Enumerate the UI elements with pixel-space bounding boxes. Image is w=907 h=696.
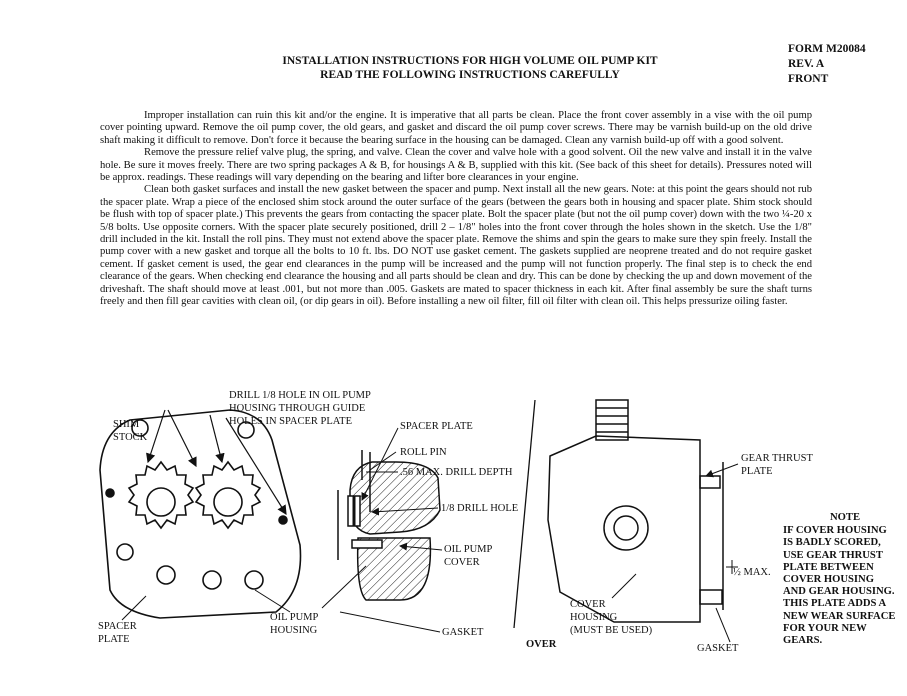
document-subtitle: READ THE FOLLOWING INSTRUCTIONS CAREFULLY bbox=[320, 69, 620, 81]
note-line: THIS PLATE ADDS A bbox=[783, 598, 887, 610]
oil-pump-housing-label: OIL PUMP HOUSING bbox=[270, 612, 319, 636]
note-line: IF COVER HOUSING bbox=[783, 525, 887, 537]
gasket-housing-label: GASKET bbox=[697, 643, 739, 654]
drill-hole-note: DRILL 1/8 HOLE IN OIL PUMP HOUSING THROUGH GUIDE HOLES IN SPACER PLATE bbox=[229, 390, 371, 427]
drill-hole-label: 1/8 DRILL HOLE bbox=[441, 503, 519, 514]
cover-housing-label: COVER HOUSING (MUST BE USED) bbox=[570, 599, 653, 636]
note-line: FOR YOUR NEW bbox=[783, 622, 867, 634]
oil-pump-cover-label: OIL PUMP COVER bbox=[444, 544, 493, 568]
form-number: FORM M20084 bbox=[788, 43, 866, 55]
paragraph-preparation: Improper installation can ruin this kit and/or the engine. It is imperative that all parts be clean. Place the front cover assembly in a vise with the oil pump cover pointing upward. Remove the oil pump cover, the old gears, and gasket and discard the oil pump cover screws. There may be varnish build-up on the old drive shaft making it difficult to remove. Don't force it because the bearing surface in the housing can be damaged. Clean any varnish build-up off with a good solvent. bbox=[100, 110, 812, 146]
right-gear bbox=[196, 462, 260, 528]
roll-pin-label: ROLL PIN bbox=[400, 447, 447, 458]
note-line: PLATE BETWEEN bbox=[783, 561, 874, 573]
shim-stock-label: SHIM STOCK bbox=[113, 419, 148, 443]
revision: REV. A bbox=[788, 58, 825, 70]
note-line: COVER HOUSING bbox=[783, 574, 874, 586]
over-label: OVER bbox=[526, 639, 557, 650]
gear-thrust-plate-label: GEAR THRUST PLATE bbox=[741, 453, 813, 477]
spacer-plate-section-label: SPACER PLATE bbox=[400, 421, 473, 432]
note-block bbox=[783, 512, 907, 647]
document-title: INSTALLATION INSTRUCTIONS FOR HIGH VOLUME OIL PUMP KIT bbox=[282, 55, 658, 67]
gasket-section-label: GASKET bbox=[442, 627, 484, 638]
note-line: IS BADLY SCORED, bbox=[783, 537, 881, 549]
note-line: GEARS. bbox=[783, 635, 823, 647]
paragraph-relief-valve: Remove the pressure relief valve plug, the spring, and valve. Clean the cover and valve hole with a good solvent. Oil the new valve and install it in the valve hole. Be sure it moves freely. There are two spring packages A & B, for housings A & B, supplied with this kit. (See back of this sheet for details). Pressures noted will be approx. readings. These readings will vary depending on the bearing and lifter bore clearances in your engine. bbox=[100, 147, 812, 184]
left-gear bbox=[129, 462, 193, 528]
drill-depth-label: .56 MAX. DRILL DEPTH bbox=[400, 467, 513, 478]
note-title: NOTE bbox=[829, 512, 861, 523]
paragraph-assembly: Clean both gasket surfaces and install the new gasket between the spacer and pump. Next install all the new gears. Note: at this point the gears should not rub the spacer plate. Wrap a piece of the enclosed shim stock around the outer surface of the gears (between the gears both in housing and spacer plate. Shim stock should be flush with top of spacer plate.) This prevents the gears from contacting the spacer plate. Bolt the spacer plate (but not the oil pump cover) down with the two ¼-20 x 5/8 bolts. Use opposite corners. With the spacer plate securely positioned, drill 2 – 1/8" holes into the front cover through the holes shown in the sketch. Use the 1/8" drill included in the kit. Install the roll pins. They must not extend above the spacer plate. Remove the shims and spin the gears to make sure they spin freely. Install the pump cover with a new gasket and torque all the bolts to 10 ft. lbs. DO NOT use gasket cement. The gaskets supplied are neoprene treated and do not require gasket cement. If gasket cement is used, the gear end clearances in the pump will be increased and the pump will not function properly. The final step is to check the end clearance of the gears. When checking end clearance the housing and all parts should be clean and dry. This can be done by checking the up and down movement of the driveshaft. The shaft should move at least .001, but not more than .005. Gaskets are mated to spacer thickness in each kit. After final assembly be sure the shaft turns freely and then fill gear cavities with clean oil, (or dip gears in oil). Before installing a new oil filter, fill oil filter with clean oil. This helps pressurize oiling faster. bbox=[100, 184, 812, 308]
half-max-label: ½ MAX. bbox=[733, 567, 771, 578]
page-side: FRONT bbox=[788, 73, 829, 85]
note-line: USE GEAR THRUST bbox=[783, 549, 883, 561]
spacer-plate-label: SPACER PLATE bbox=[98, 621, 137, 645]
note-line: AND GEAR HOUSING. bbox=[783, 586, 895, 598]
note-line: NEW WEAR SURFACE bbox=[783, 610, 896, 622]
